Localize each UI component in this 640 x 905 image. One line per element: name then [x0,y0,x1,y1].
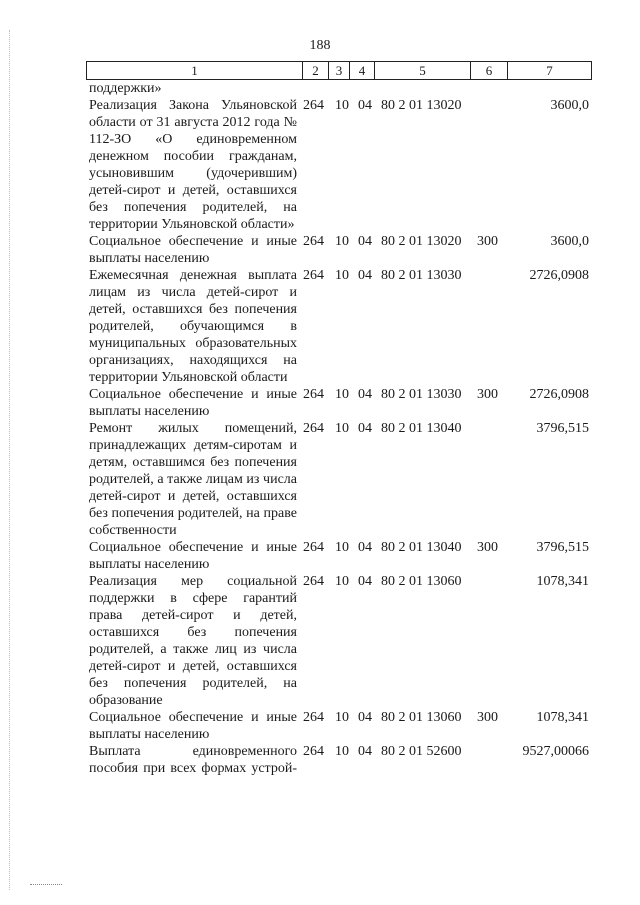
table-row [0,386,640,420]
row-subsection: 04 [358,421,372,436]
row-section: 10 [335,421,349,436]
table-row [0,573,640,709]
row-name: Социальное обеспечение и иные выплаты населению [89,387,297,419]
row-subsection: 04 [358,744,372,759]
row-subsection: 04 [358,540,372,555]
table-row [0,233,640,267]
header-col-6: 6 [471,62,508,79]
row-target: 80 2 01 13030 [381,387,462,402]
row-section: 10 [335,574,349,589]
row-ministry: 264 [303,540,324,555]
row-sum: 3796,515 [536,540,589,555]
page-number: 188 [309,38,331,53]
table-header [86,61,592,80]
row-target: 80 2 01 13040 [381,540,462,555]
row-subsection: 04 [358,710,372,725]
row-sum: 1078,341 [536,574,589,589]
row-name: Ежемесячная денежная выплата лицам из числа детей-сирот и детей, оставшихся без попечения родителей, обучающимся в муниципальных образовательных организациях, находящихся на территории Ульяновской области [89,268,297,385]
row-target: 80 2 01 13020 [381,234,462,249]
table-row [0,97,640,233]
table-row [0,267,640,386]
row-target: 80 2 01 13060 [381,574,462,589]
row-target: 80 2 01 52600 [381,744,462,759]
row-target: 80 2 01 13040 [381,421,462,436]
row-subsection: 04 [358,574,372,589]
row-ministry: 264 [303,574,324,589]
row-ministry: 264 [303,387,324,402]
header-col-7: 7 [546,63,553,78]
row-name: Социальное обеспечение и иные выплаты населению [89,234,297,266]
scan-artifact [30,884,62,889]
table-row [0,743,640,777]
row-ministry: 264 [303,234,324,249]
row-name: Выплата единовременного пособия при всех формах устрой- [89,744,297,776]
row-name: Ремонт жилых помещений, принадлежащих детям-сиротам и детям, оставшимся без попечения родителей, а также лицам из числа детей-сирот и детей, оставшихся без попечения родителей, на праве собственности [89,421,297,538]
header-col-3: 3 [329,62,350,79]
row-name: Социальное обеспечение и иные выплаты населению [89,710,297,742]
header-col-4: 4 [350,62,375,79]
row-section: 10 [335,234,349,249]
row-sum: 2726,0908 [529,268,589,283]
row-section: 10 [335,540,349,555]
row-ministry: 264 [303,710,324,725]
row-subsection: 04 [358,268,372,283]
row-section: 10 [335,98,349,113]
table-row [0,420,640,539]
row-section: 10 [335,268,349,283]
row-type: 300 [477,710,498,725]
table-row [0,539,640,573]
header-col-1: 1 [87,62,303,79]
header-col-2: 2 [303,62,329,79]
row-type: 300 [477,540,498,555]
row-target: 80 2 01 13060 [381,710,462,725]
row-ministry: 264 [303,268,324,283]
table-row [0,80,640,97]
row-section: 10 [335,387,349,402]
row-sum: 2726,0908 [529,387,589,402]
header-col-5: 5 [375,62,471,79]
row-subsection: 04 [358,387,372,402]
row-type: 300 [477,387,498,402]
row-subsection: 04 [358,234,372,249]
table-row [0,709,640,743]
row-target: 80 2 01 13030 [381,268,462,283]
row-ministry: 264 [303,98,324,113]
row-section: 10 [335,710,349,725]
row-target: 80 2 01 13020 [381,98,462,113]
row-sum: 3600,0 [550,234,589,249]
row-section: 10 [335,744,349,759]
row-type: 300 [477,234,498,249]
row-sum: 3600,0 [550,98,589,113]
row-name: Социальное обеспечение и иные выплаты населению [89,540,297,572]
row-sum: 1078,341 [536,710,589,725]
row-sum: 9527,00066 [522,744,589,759]
row-ministry: 264 [303,421,324,436]
row-ministry: 264 [303,744,324,759]
row-name: Реализация Закона Ульяновской области от 31 августа 2012 года № 112-ЗО «О единовременном денежном пособии гражданам, усыновившим (удочерившим) детей-сирот и детей, оставшихся без попечения родителей, на территории Ульяновской области» [89,98,297,232]
row-sum: 3796,515 [536,421,589,436]
row-subsection: 04 [358,98,372,113]
table-body [0,80,640,777]
row-name: Реализация мер социальной поддержки в сфере гарантий права детей-сирот и детей, оставшихся без попечения родителей, а также лиц из числа детей-сирот и детей, оставшихся без попечения родителей, на образование [89,574,297,708]
row-name: поддержки» [89,81,162,96]
